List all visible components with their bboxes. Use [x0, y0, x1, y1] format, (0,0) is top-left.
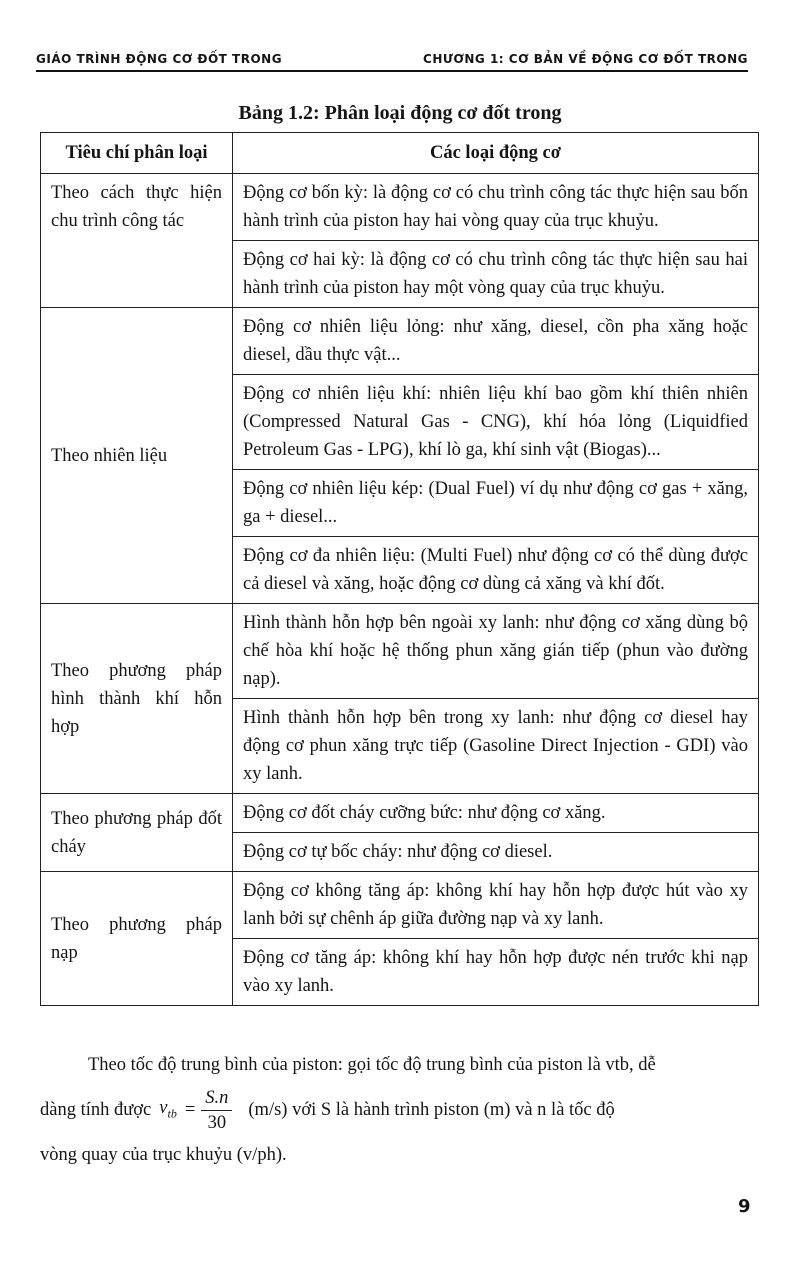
header-book-title: GIÁO TRÌNH ĐỘNG CƠ ĐỐT TRONG	[36, 52, 283, 66]
criterion-cell: Theo phương pháp hình thành khí hỗn hợp	[41, 604, 233, 794]
formula-denominator: 30	[207, 1112, 227, 1133]
criterion-cell: Theo cách thực hiện chu trình công tác	[41, 174, 233, 308]
engine-type-cell: Động cơ nhiên liệu khí: nhiên liệu khí bao gồm khí thiên nhiên (Compressed Natural Gas - CNG), khí hóa lỏng (Liquidfied Petroleum Gas - LPG), khí lò ga, khí sinh vật (Biogas)...	[233, 375, 759, 470]
engine-type-cell: Hình thành hỗn hợp bên ngoài xy lanh: như động cơ xăng dùng bộ chế hòa khí hoặc hệ thống phun xăng gián tiếp (phun vào đường nạp).	[233, 604, 759, 699]
formula-equals: =	[184, 1099, 196, 1120]
engine-type-cell: Động cơ không tăng áp: không khí hay hỗn hợp được hút vào xy lanh bởi sự chênh áp giữa đường nạp và xy lanh.	[233, 872, 759, 939]
table-row	[41, 872, 759, 939]
table-row	[41, 794, 759, 833]
criterion-cell: Theo phương pháp đốt cháy	[41, 794, 233, 872]
engine-type-cell: Động cơ đa nhiên liệu: (Multi Fuel) như động cơ có thể dùng được cả diesel và xăng, hoặc động cơ dùng cả xăng và khí đốt.	[233, 537, 759, 604]
formula-fraction	[201, 1086, 232, 1135]
running-header	[36, 48, 748, 72]
formula-line	[40, 1086, 748, 1134]
table-row	[41, 308, 759, 375]
engine-type-cell: Hình thành hỗn hợp bên trong xy lanh: như động cơ diesel hay động cơ phun xăng trực tiếp (Gasoline Direct Injection - GDI) vào xy lanh.	[233, 699, 759, 794]
page-number: 9	[738, 1196, 751, 1217]
formula-trail-text: (m/s) với S là hành trình piston (m) và n là tốc độ	[248, 1099, 615, 1120]
engine-type-cell: Động cơ bốn kỳ: là động cơ có chu trình công tác thực hiện sau bốn hành trình của piston hay hai vòng quay của trục khuỷu.	[233, 174, 759, 241]
formula-lead-text: dàng tính được	[40, 1099, 152, 1120]
header-chapter-title: CHƯƠNG 1: CƠ BẢN VỀ ĐỘNG CƠ ĐỐT TRONG	[423, 52, 748, 66]
engine-type-cell: Động cơ nhiên liệu kép: (Dual Fuel) ví dụ như động cơ gas + xăng, ga + diesel...	[233, 470, 759, 537]
engine-type-cell: Động cơ hai kỳ: là động cơ có chu trình công tác thực hiện sau hai hành trình của piston hay một vòng quay của trục khuỷu.	[233, 241, 759, 308]
engine-type-cell: Động cơ đốt cháy cưỡng bức: như động cơ xăng.	[233, 794, 759, 833]
formula-var-symbol: v	[159, 1098, 168, 1119]
table-row	[41, 174, 759, 241]
criterion-cell: Theo nhiên liệu	[41, 308, 233, 604]
header-engine-types: Các loại động cơ	[233, 133, 759, 174]
engine-type-cell: Động cơ tăng áp: không khí hay hỗn hợp được nén trước khi nạp vào xy lanh.	[233, 939, 759, 1006]
table-header-row	[41, 133, 759, 174]
formula-numerator: S.n	[201, 1086, 232, 1111]
classification-table	[40, 132, 759, 1006]
table-title: Bảng 1.2: Phân loại động cơ đốt trong	[238, 102, 562, 124]
header-criterion: Tiêu chí phân loại	[41, 133, 233, 174]
formula-variable	[159, 1098, 177, 1122]
body-paragraph: Theo tốc độ trung bình của piston: gọi tốc độ trung bình của piston là vtb, dễ	[88, 1055, 656, 1075]
engine-type-cell: Động cơ tự bốc cháy: như động cơ diesel.	[233, 833, 759, 872]
table-row	[41, 604, 759, 699]
criterion-cell: Theo phương pháp nạp	[41, 872, 233, 1006]
body-paragraph: vòng quay của trục khuỷu (v/ph).	[40, 1145, 287, 1165]
formula-var-subscript: tb	[167, 1106, 177, 1121]
engine-type-cell: Động cơ nhiên liệu lỏng: như xăng, diesel, cồn pha xăng hoặc diesel, dầu thực vật...	[233, 308, 759, 375]
